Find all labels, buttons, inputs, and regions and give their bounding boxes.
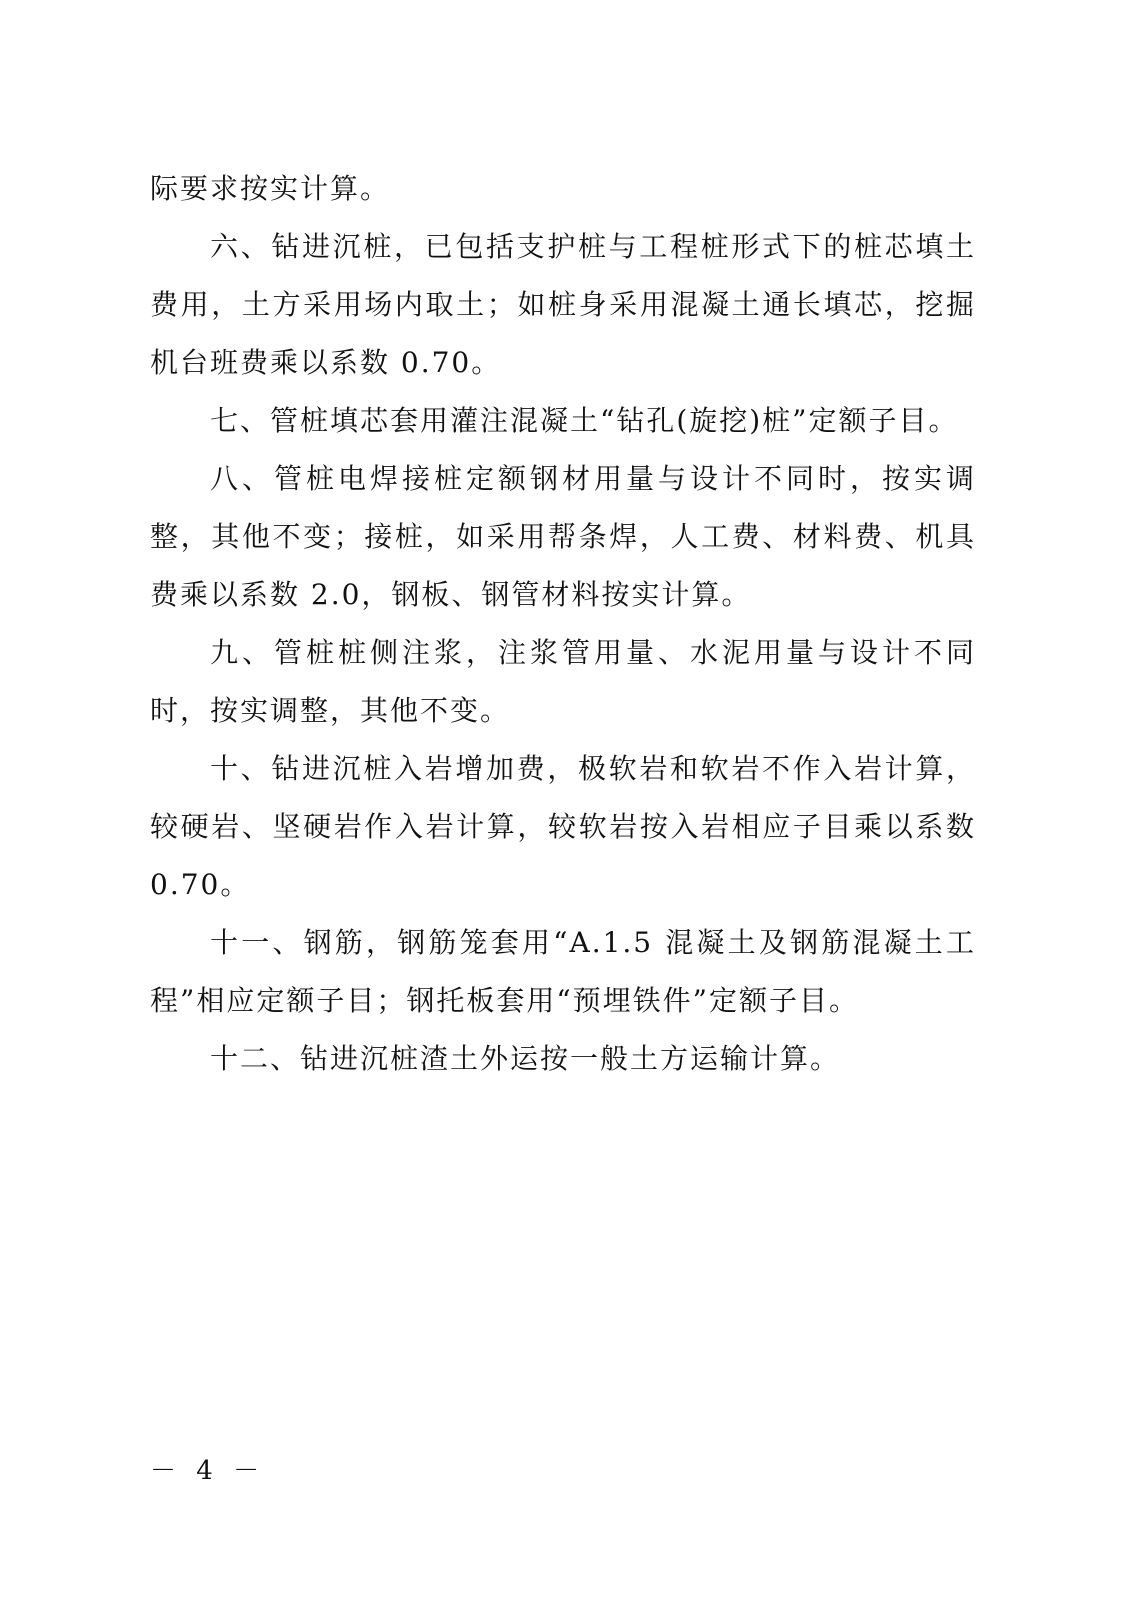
paragraph-item-10: 十、钻进沉桩入岩增加费，极软岩和软岩不作入岩计算，较硬岩、坚硬岩作入岩计算，较软岩按入岩相应子目乘以系数 0.70。	[150, 752, 976, 901]
paragraph-continued: 际要求按实计算。	[150, 172, 391, 205]
paragraph-item-9: 九、管桩桩侧注浆，注浆管用量、水泥用量与设计不同时，按实调整，其他不变。	[150, 636, 976, 727]
document-body	[150, 160, 976, 1088]
paragraph-item-11: 十一、钢筋，钢筋笼套用“A.1.5 混凝土及钢筋混凝土工程”相应定额子目；钢托板套用“预埋铁件”定额子目。	[150, 926, 976, 1017]
paragraph-item-8: 八、管桩电焊接桩定额钢材用量与设计不同时，按实调整，其他不变；接桩，如采用帮条焊，人工费、材料费、机具费乘以系数 2.0，钢板、钢管材料按实计算。	[150, 462, 976, 611]
paragraph-item-7: 七、管桩填芯套用灌注混凝土“钻孔(旋挖)桩”定额子目。	[210, 404, 959, 437]
page-number: － 4 －	[150, 1456, 266, 1486]
paragraph-item-12: 十二、钻进沉桩渣土外运按一般土方运输计算。	[210, 1042, 841, 1075]
paragraph-item-6: 六、钻进沉桩，已包括支护桩与工程桩形式下的桩芯填土费用，土方采用场内取土；如桩身采用混凝土通长填芯，挖掘机台班费乘以系数 0.70。	[150, 230, 976, 379]
